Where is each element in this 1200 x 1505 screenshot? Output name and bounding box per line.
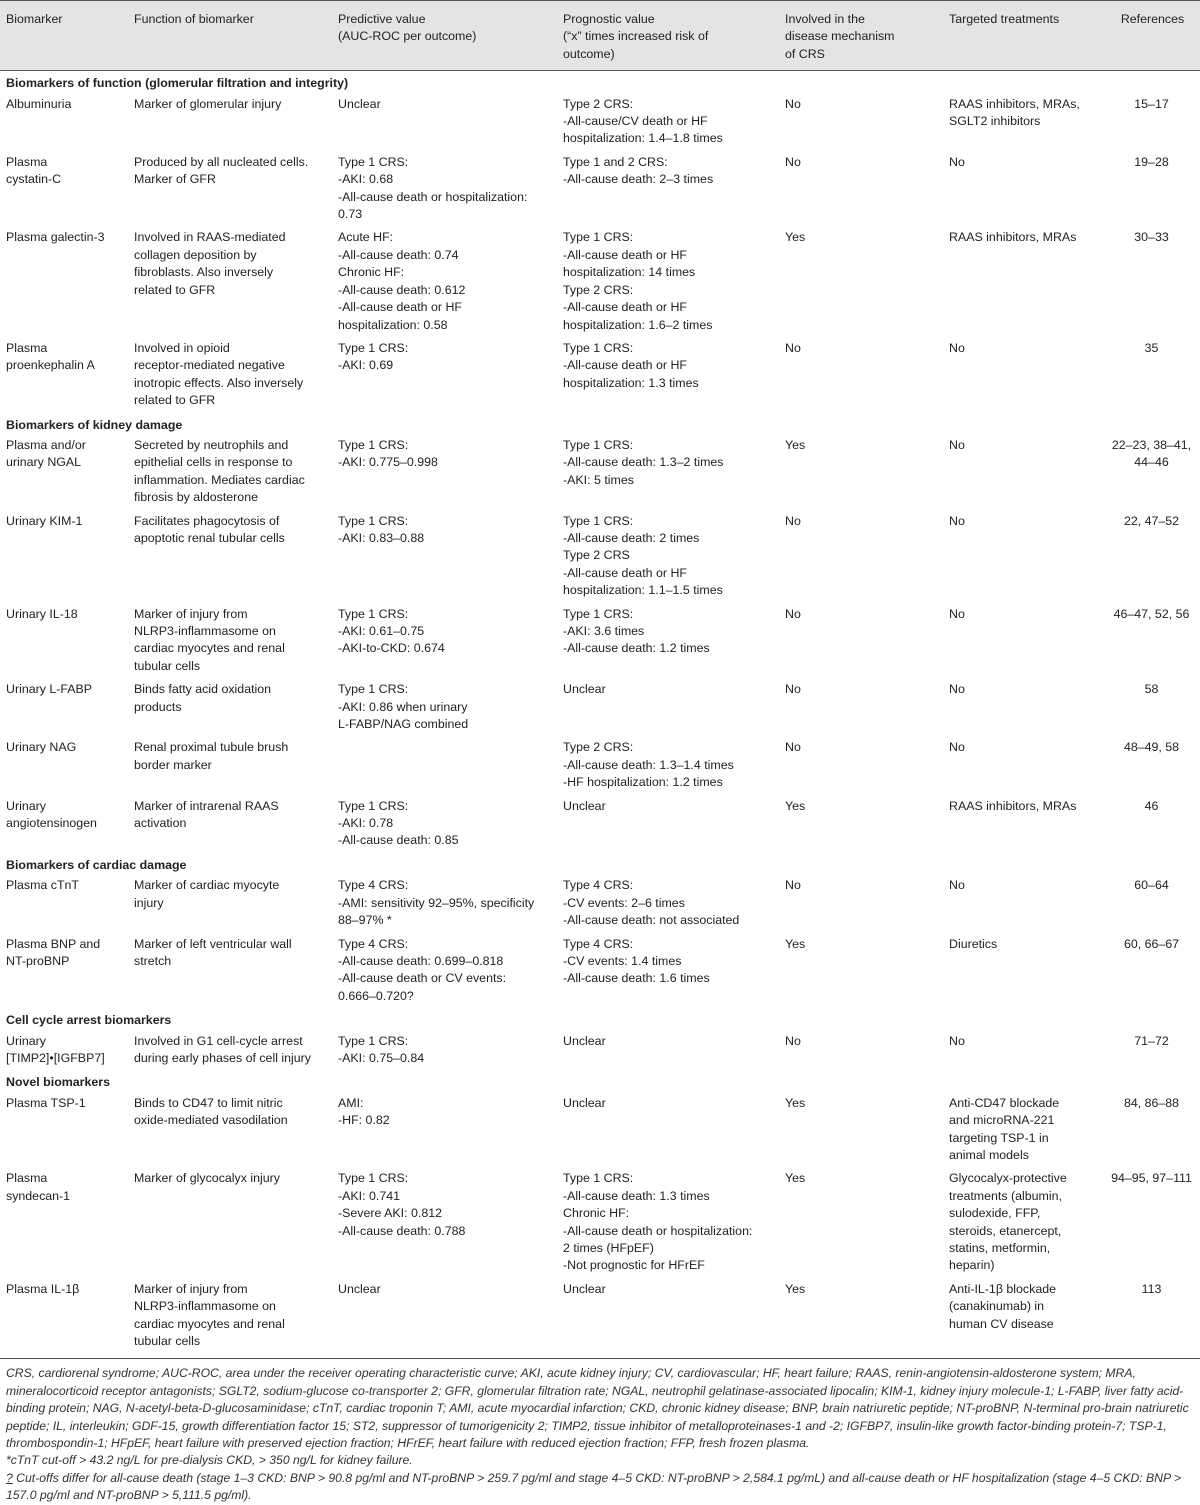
cell-treatments: Glycocalyx-protective treatments (albumin, sulodexide, FFP, steroids, etanercept, statins, metformin, heparin) bbox=[949, 1171, 1067, 1273]
table-row bbox=[0, 510, 1200, 603]
cell-biomarker: Plasma syndecan-1 bbox=[6, 1171, 71, 1203]
cell-predictive: Type 1 CRS: -AKI: 0.78 -All-cause death: 0.85 bbox=[338, 798, 459, 848]
cell-biomarker: Plasma and/or urinary NGAL bbox=[6, 437, 86, 470]
cell-prognostic: Type 1 CRS: -All-cause death or HF hospitalization: 1.3 times bbox=[563, 340, 699, 390]
cell-predictive bbox=[332, 736, 557, 794]
cell-biomarker: Urinary KIM-1 bbox=[6, 513, 83, 528]
cell-treatments: RAAS inhibitors, MRAs, SGLT2 inhibitors bbox=[949, 96, 1080, 129]
cell-function: Involved in G1 cell-cycle arrest during early phases of cell injury bbox=[134, 1033, 312, 1065]
cell-predictive: AMI: -HF: 0.82 bbox=[338, 1095, 390, 1128]
table-row bbox=[0, 1092, 1200, 1168]
table-row bbox=[0, 736, 1200, 794]
cell-mechanism: Yes bbox=[785, 1281, 806, 1296]
cell-function: Facilitates phagocytosis of apoptotic renal tubular cells bbox=[134, 513, 285, 545]
cell-mechanism: No bbox=[785, 96, 801, 111]
cell-biomarker: Urinary [TIMP2]•[IGFBP7] bbox=[6, 1033, 105, 1065]
ctnt-footnote-marker: * bbox=[6, 1453, 11, 1468]
cell-biomarker: Plasma IL-1β bbox=[6, 1281, 80, 1296]
cell-treatments: No bbox=[949, 1033, 965, 1048]
cell-function: Marker of cardiac myocyte injury bbox=[134, 878, 280, 910]
cell-prognostic: Unclear bbox=[563, 682, 606, 697]
cell-references: 58 bbox=[1144, 682, 1159, 697]
cell-treatments: Anti-IL-1β blockade (canakinumab) in human CV disease bbox=[949, 1281, 1056, 1331]
cell-function: Marker of left ventricular wall stretch bbox=[134, 936, 292, 968]
cell-treatments: No bbox=[949, 154, 965, 169]
cell-predictive: Type 1 CRS: -AKI: 0.775–0.998 bbox=[338, 437, 438, 470]
section-title: Biomarkers of kidney damage bbox=[6, 417, 183, 432]
cell-prognostic: Type 1 CRS: -All-cause death: 1.3 times Chronic HF: -All-cause death or hospitalization: 2 times (HFpEF) -Not prognostic for HFrEF bbox=[563, 1171, 753, 1273]
cell-references: 60–64 bbox=[1134, 878, 1169, 893]
cell-mechanism: Yes bbox=[785, 936, 806, 951]
table-row bbox=[0, 678, 1200, 736]
abbreviations-note: CRS, cardiorenal syndrome; AUC-ROC, area under the receiver operating characteristic curve; AKI, acute kidney injury; CV, cardiovascular; HF, heart failure; RAAS, renin-angiotensin-aldosterone system; MRA, mineralocorticoid receptor antagonists; SGLT2, sodium-glucose co-transporter 2; GFR, glomerular filtration rate; NGAL, neutrophil gelatinase-associated lipocalin; KIM-1, kidney injury molecule-1; L-FABP, liver fatty acid-binding protein; NAG, N-acetyl-beta-D-glucosaminidase; cTnT, cardiac troponin T; AMI, acute myocardial infarction; CKD, chronic kidney disease; BNP, brain natriuretic peptide; NT-proBNP, N-terminal pro-brain natriuretic peptide; IL, interleukin; GDF-15, growth differentiation factor 15; ST2, suppressor of tumorigenicity 2; TIMP2, tissue inhibitor of metalloproteinases-1 and -2; IGFBP7, insulin-like growth factor-binding protein-7; TSP-1, thrombospondin-1; HFpEF, heart failure with preserved ejection fraction; HFrEF, heart failure with reduced ejection fraction; FFP, fresh frozen plasma. bbox=[6, 1366, 1189, 1451]
cell-predictive: Type 4 CRS: -All-cause death: 0.699–0.818 -All-cause death or CV events: 0.666–0.720? bbox=[338, 936, 507, 1003]
cell-biomarker: Urinary angiotensinogen bbox=[6, 798, 97, 831]
cell-prognostic: Unclear bbox=[563, 1033, 606, 1048]
cell-treatments: RAAS inhibitors, MRAs bbox=[949, 798, 1077, 813]
cell-mechanism: Yes bbox=[785, 230, 806, 245]
cell-prognostic: Type 1 CRS: -All-cause death or HF hospitalization: 14 times Type 2 CRS: -All-cause death or HF hospitalization: 1.6–2 times bbox=[563, 230, 713, 332]
cell-biomarker: Albuminuria bbox=[6, 96, 72, 111]
cell-biomarker: Plasma proenkephalin A bbox=[6, 340, 95, 373]
cell-references: 22, 47–52 bbox=[1123, 513, 1180, 528]
bnp-footnote-marker: ? bbox=[6, 1470, 13, 1485]
cell-mechanism: Yes bbox=[785, 798, 806, 813]
cell-treatments: No bbox=[949, 437, 965, 452]
cell-treatments: No bbox=[949, 682, 965, 697]
cell-predictive: Type 4 CRS: -AMI: sensitivity 92–95%, specificity 88–97% * bbox=[338, 878, 535, 928]
cell-function: Binds to CD47 to limit nitric oxide-mediated vasodilation bbox=[134, 1095, 288, 1128]
cell-references: 48–49, 58 bbox=[1123, 740, 1180, 755]
cell-references: 46 bbox=[1144, 798, 1159, 813]
cell-references: 46–47, 52, 56 bbox=[1113, 606, 1190, 621]
header-prognostic: Prognostic value (“x” times increased risk of outcome) bbox=[557, 1, 779, 71]
cell-predictive: Type 1 CRS: -AKI: 0.86 when urinary L-FABP/NAG combined bbox=[338, 682, 469, 732]
cell-mechanism: No bbox=[785, 606, 801, 621]
cell-function: Marker of injury from NLRP3-inflammasome on cardiac myocytes and renal tubular cells bbox=[134, 606, 285, 673]
header-treatments: Targeted treatments bbox=[943, 1, 1103, 71]
table-row bbox=[0, 603, 1200, 679]
ctnt-footnote bbox=[6, 1452, 1194, 1469]
cell-function: Involved in RAAS-mediated collagen deposition by fibroblasts. Also inversely related to GFR bbox=[134, 230, 286, 297]
cell-prognostic: Type 4 CRS: -CV events: 2–6 times -All-cause death: not associated bbox=[563, 878, 740, 928]
table-header bbox=[0, 1, 1200, 71]
cell-prognostic: Type 2 CRS: -All-cause death: 1.3–1.4 times -HF hospitalization: 1.2 times bbox=[563, 740, 734, 790]
cell-treatments: No bbox=[949, 340, 965, 355]
cell-function: Marker of glycocalyx injury bbox=[134, 1171, 280, 1186]
section-title: Biomarkers of function (glomerular filtration and integrity) bbox=[6, 76, 349, 91]
header-function: Function of biomarker bbox=[128, 1, 332, 71]
cell-mechanism: No bbox=[785, 1033, 801, 1048]
cell-prognostic: Type 1 CRS: -AKI: 3.6 times -All-cause death: 1.2 times bbox=[563, 606, 710, 656]
cell-mechanism: No bbox=[785, 340, 801, 355]
cell-biomarker: Plasma cTnT bbox=[6, 878, 79, 893]
cell-treatments: Anti-CD47 blockade and microRNA-221 targeting TSP-1 in animal models bbox=[949, 1095, 1060, 1162]
cell-predictive: Acute HF: -All-cause death: 0.74 Chronic HF: -All-cause death: 0.612 -All-cause death or HF hospitalization: 0.58 bbox=[338, 230, 466, 332]
cell-mechanism: Yes bbox=[785, 1171, 806, 1186]
cell-predictive: Type 1 CRS: -AKI: 0.741 -Severe AKI: 0.812 -All-cause death: 0.788 bbox=[338, 1171, 466, 1238]
cell-predictive: Unclear bbox=[338, 96, 381, 111]
cell-references: 15–17 bbox=[1134, 96, 1169, 111]
cell-references: 84, 86–88 bbox=[1123, 1095, 1180, 1110]
cell-biomarker: Plasma TSP-1 bbox=[6, 1095, 86, 1110]
header-references: References bbox=[1103, 1, 1200, 71]
cell-references: 35 bbox=[1144, 340, 1159, 355]
cell-mechanism: Yes bbox=[785, 1095, 806, 1110]
bnp-footnote bbox=[6, 1470, 1194, 1505]
section-header-row bbox=[0, 413, 1200, 434]
cell-prognostic: Type 1 and 2 CRS: -All-cause death: 2–3 times bbox=[563, 154, 714, 187]
cell-treatments: No bbox=[949, 878, 965, 893]
table-body bbox=[0, 71, 1200, 1359]
cell-prognostic: Type 1 CRS: -All-cause death: 1.3–2 times -AKI: 5 times bbox=[563, 437, 724, 487]
cell-function: Marker of injury from NLRP3-inflammasome on cardiac myocytes and renal tubular cells bbox=[134, 1281, 285, 1349]
cell-references: 113 bbox=[1141, 1281, 1162, 1296]
table-row bbox=[0, 226, 1200, 336]
cell-predictive: Unclear bbox=[338, 1281, 381, 1296]
cell-biomarker: Urinary L-FABP bbox=[6, 682, 93, 697]
cell-prognostic: Type 1 CRS: -All-cause death: 2 times Type 2 CRS -All-cause death or HF hospitalization: 1.1–1.5 times bbox=[563, 513, 723, 598]
cell-function: Marker of intrarenal RAAS activation bbox=[134, 798, 279, 831]
cell-function: Produced by all nucleated cells. Marker of GFR bbox=[134, 154, 309, 187]
header-predictive: Predictive value (AUC-ROC per outcome) bbox=[332, 1, 557, 71]
table-row bbox=[0, 933, 1200, 1009]
section-title: Biomarkers of cardiac damage bbox=[6, 857, 187, 872]
cell-function: Binds fatty acid oxidation products bbox=[134, 682, 272, 714]
cell-predictive: Type 1 CRS: -AKI: 0.83–0.88 bbox=[338, 513, 425, 545]
section-title: Cell cycle arrest biomarkers bbox=[6, 1013, 172, 1028]
cell-references: 60, 66–67 bbox=[1123, 936, 1180, 951]
cell-treatments: No bbox=[949, 606, 965, 621]
cell-mechanism: No bbox=[785, 682, 801, 697]
cell-mechanism: No bbox=[785, 513, 801, 528]
cell-mechanism: No bbox=[785, 878, 801, 893]
table-row bbox=[0, 151, 1200, 227]
cell-treatments: No bbox=[949, 513, 965, 528]
bnp-footnote-text: Cut-offs differ for all-cause death (stage 1–3 CKD: BNP > 90.8 pg/ml and NT-proBNP > 259.7 pg/ml and stage 4–5 CKD: NT-proBNP > 2,584.1 pg/mL) and all-cause death or HF hospitalization (stage 4–5 CKD: BNP > 157.0 pg/ml and NT-proBNP > 5,111.5 pg/ml). bbox=[6, 1470, 1182, 1503]
table-row bbox=[0, 874, 1200, 932]
cell-references: 19–28 bbox=[1134, 154, 1169, 169]
cell-predictive: Type 1 CRS: -AKI: 0.75–0.84 bbox=[338, 1033, 425, 1065]
cell-references: 30–33 bbox=[1134, 230, 1169, 245]
cell-biomarker: Plasma BNP and NT-proBNP bbox=[6, 936, 101, 968]
section-header-row bbox=[0, 853, 1200, 874]
table-row bbox=[0, 1030, 1200, 1071]
cell-treatments: Diuretics bbox=[949, 936, 998, 951]
cell-predictive: Type 1 CRS: -AKI: 0.68 -All-cause death or hospitalization: 0.73 bbox=[338, 154, 528, 222]
cell-mechanism: Yes bbox=[785, 437, 806, 452]
cell-biomarker: Plasma cystatin-C bbox=[6, 154, 62, 187]
cell-references: 94–95, 97–111 bbox=[1111, 1171, 1192, 1186]
table-row bbox=[0, 1167, 1200, 1277]
header-mechanism: Involved in the disease mechanism of CRS bbox=[779, 1, 943, 71]
cell-function: Marker of glomerular injury bbox=[134, 96, 282, 111]
cell-function: Secreted by neutrophils and epithelial cells in response to inflammation. Mediates cardiac fibrosis by aldosterone bbox=[134, 437, 305, 505]
table-footnotes bbox=[0, 1359, 1200, 1504]
cell-prognostic: Type 2 CRS: -All-cause/CV death or HF hospitalization: 1.4–1.8 times bbox=[563, 96, 723, 146]
cell-references: 71–72 bbox=[1134, 1033, 1169, 1048]
cell-predictive: Type 1 CRS: -AKI: 0.61–0.75 -AKI-to-CKD: 0.674 bbox=[338, 606, 445, 656]
cell-biomarker: Plasma galectin-3 bbox=[6, 230, 105, 245]
cell-biomarker: Urinary IL-18 bbox=[6, 606, 78, 621]
table-row bbox=[0, 795, 1200, 853]
cell-treatments: No bbox=[949, 740, 965, 755]
table-row bbox=[0, 1278, 1200, 1359]
table-row bbox=[0, 93, 1200, 151]
cell-prognostic: Unclear bbox=[563, 1095, 606, 1110]
section-header-row bbox=[0, 1070, 1200, 1091]
cell-treatments: RAAS inhibitors, MRAs bbox=[949, 230, 1077, 245]
cell-references: 22–23, 38–41, 44–46 bbox=[1111, 437, 1192, 470]
ctnt-footnote-text: cTnT cut-off > 43.2 ng/L for pre-dialysis CKD, > 350 ng/L for kidney failure. bbox=[10, 1453, 413, 1468]
cell-mechanism: No bbox=[785, 740, 801, 755]
cell-function: Involved in opioid receptor-mediated negative inotropic effects. Also inversely related to GFR bbox=[134, 340, 304, 408]
section-title: Novel biomarkers bbox=[6, 1075, 110, 1090]
section-header-row bbox=[0, 71, 1200, 93]
cell-function: Renal proximal tubule brush border marker bbox=[134, 740, 289, 772]
cell-prognostic: Unclear bbox=[563, 1281, 606, 1296]
cell-biomarker: Urinary NAG bbox=[6, 740, 77, 755]
cell-mechanism: No bbox=[785, 154, 801, 169]
table-row bbox=[0, 434, 1200, 510]
cell-prognostic: Type 4 CRS: -CV events: 1.4 times -All-cause death: 1.6 times bbox=[563, 936, 710, 986]
section-header-row bbox=[0, 1008, 1200, 1029]
cell-predictive: Type 1 CRS: -AKI: 0.69 bbox=[338, 340, 409, 373]
cell-prognostic: Unclear bbox=[563, 798, 606, 813]
table-row bbox=[0, 337, 1200, 413]
header-biomarker: Biomarker bbox=[0, 1, 128, 71]
